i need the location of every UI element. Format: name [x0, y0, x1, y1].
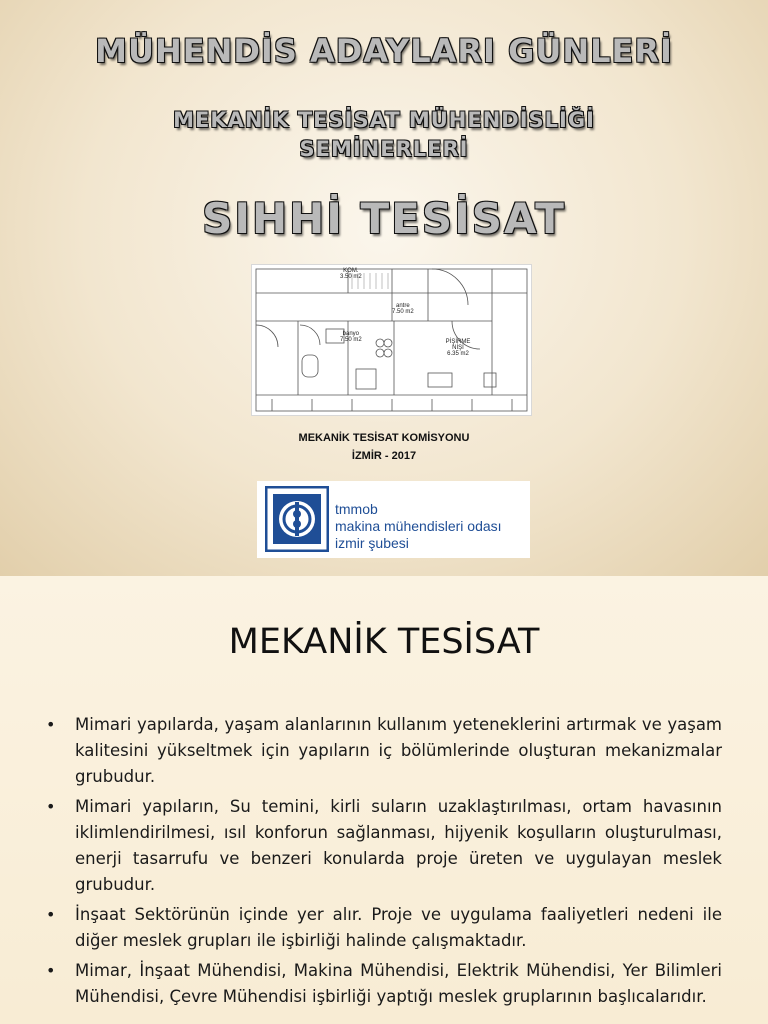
floor-plan-drawing: [252, 265, 531, 415]
bullet-item: • Mimari yapıların, Su temini, kirli suların uzaklaştırılması, ortam havasının iklimlendirilmesi, ısıl konforun sağlanması, hijyenik koşulların oluşturulması, enerji tasarrufu ve benzeri konularda proje üreten ve uygulayan meslek grubudur.: [0, 794, 768, 898]
bullet-icon: •: [46, 905, 56, 924]
bullet-item: • Mimar, İnşaat Mühendisi, Makina Mühendisi, Elektrik Mühendisi, Yer Bilimleri Mühendisi, Çevre Mühendisi işbirliği yaptığı meslek gruplarının başlıcalarıdır.: [0, 958, 768, 1010]
floor-plan-image: [251, 264, 532, 416]
location-year: İZMİR - 2017: [351, 450, 417, 462]
tmmob-logo: [257, 481, 530, 558]
subtitle-line-2: SEMİNERLERİ: [299, 137, 469, 161]
bullet-icon: •: [46, 797, 56, 816]
tmmob-emblem-icon: [265, 486, 329, 552]
slide-2: [0, 576, 768, 1024]
bullet-icon: •: [46, 961, 56, 980]
logo-line-3: izmir şubesi: [335, 535, 409, 551]
room-label-banyo: banyo 7.50 m2: [340, 331, 362, 343]
bullet-list: [0, 712, 768, 1014]
room-label-kom: KOM. 3.50 m2: [340, 268, 362, 280]
slide-2-title: MEKANİK TESİSAT: [228, 622, 540, 662]
subtitle-line-1: MEKANİK TESİSAT MÜHENDİSLİĞİ: [173, 108, 595, 132]
bullet-item: • İnşaat Sektörünün içinde yer alır. Proje ve uygulama faaliyetleri nedeni ile diğer meslek grupları ile işbirliği halinde çalışmaktadır.: [0, 902, 768, 954]
slide-title: MÜHENDİS ADAYLARI GÜNLERİ: [95, 32, 673, 70]
bullet-icon: •: [46, 715, 56, 734]
room-label-pisirme: PİŞİRME NİŞİ 6.35 m2: [445, 339, 471, 357]
room-label-antre: antre 7.50 m2: [392, 303, 414, 315]
commission-name: MEKANİK TESİSAT KOMİSYONU: [298, 432, 470, 444]
logo-line-2: makina mühendisleri odası: [335, 518, 502, 534]
slide-subtitle: [0, 106, 768, 164]
bullet-item: • Mimari yapılarda, yaşam alanlarının kullanım yeteneklerini artırmak ve yaşam kalitesini yükseltmek için yapıların iç bölümlerinde oluşturan mekanizmalar grubudur.: [0, 712, 768, 790]
logo-text: [335, 501, 502, 552]
logo-line-1: tmmob: [335, 501, 378, 517]
slide-topic: SIHHİ TESİSAT: [202, 194, 566, 243]
